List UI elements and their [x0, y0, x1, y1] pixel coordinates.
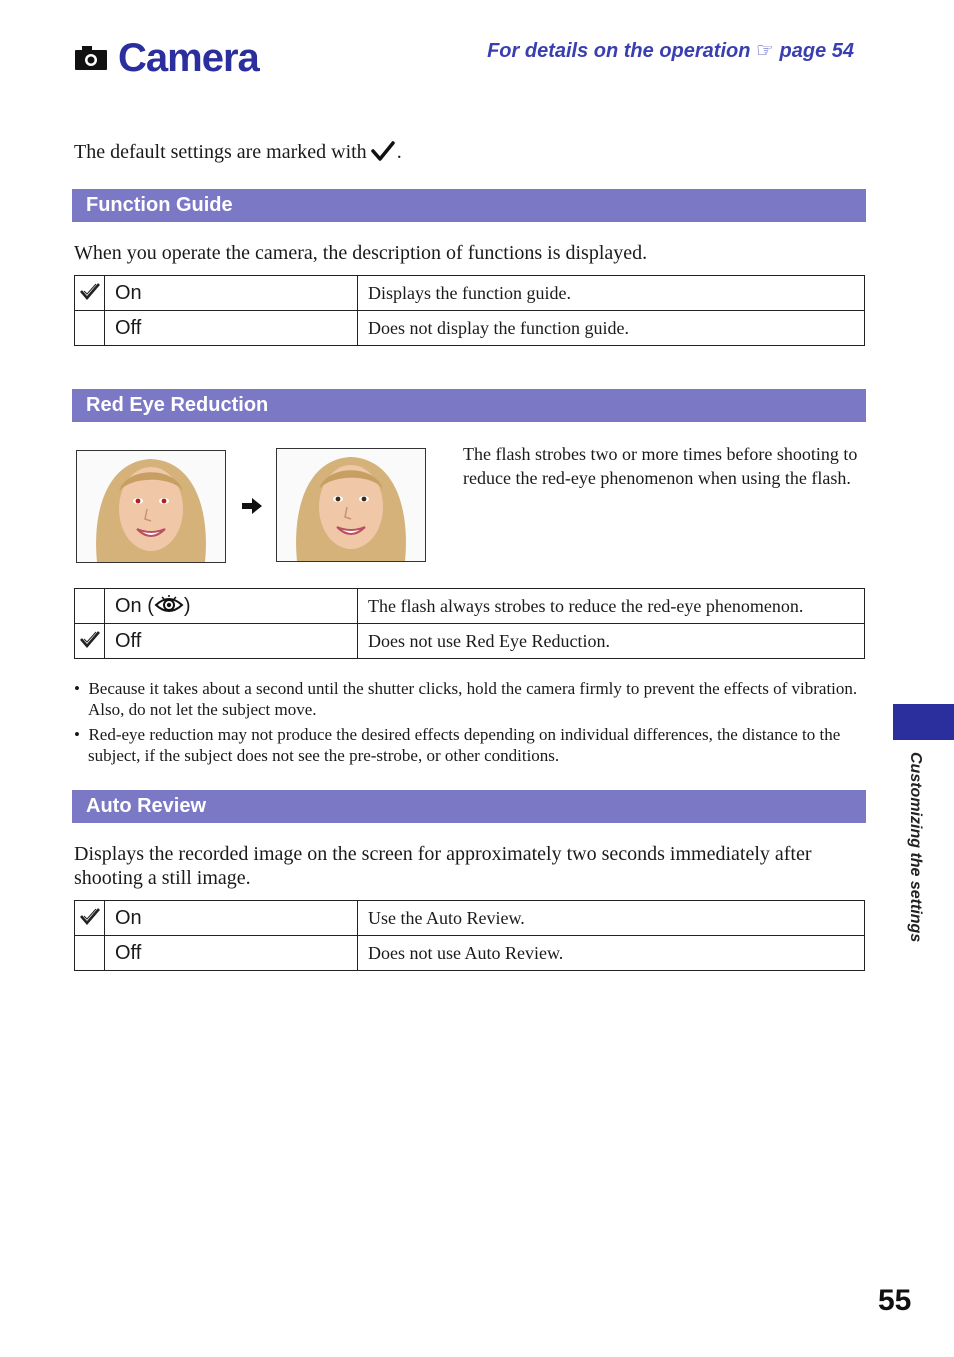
face-illustration — [277, 449, 425, 561]
auto-review-table — [74, 900, 865, 971]
chapter-tab — [893, 704, 954, 740]
option-name — [105, 589, 358, 624]
page-title — [74, 30, 259, 86]
default-check-cell — [75, 901, 105, 936]
option-description: The flash always strobes to reduce the red-eye phenomenon. — [358, 589, 865, 624]
red-eye-note-2 — [74, 724, 864, 766]
operation-reference-link[interactable] — [487, 38, 854, 63]
option-name-text: On ( — [115, 594, 154, 617]
option-name: Off — [105, 936, 358, 971]
default-settings-note — [74, 140, 402, 164]
bullet: • — [74, 725, 89, 744]
empty-check-cell — [75, 311, 105, 346]
function-guide-description: When you operate the camera, the description of functions is displayed. — [74, 242, 648, 264]
red-eye-note-1 — [74, 678, 864, 720]
option-description: Does not use Red Eye Reduction. — [358, 624, 865, 659]
table-row — [75, 276, 865, 311]
note-text: Red-eye reduction may not produce the desired effects depending on individual differences, the distance to the subject, if the subject does not see the pre-strobe, or other conditions. — [88, 725, 841, 765]
table-row — [75, 624, 865, 659]
pointing-hand-icon: ☞ — [756, 40, 774, 62]
details-text: For details on the operation — [487, 40, 751, 62]
title-text: Camera — [118, 35, 259, 80]
default-check-cell — [75, 276, 105, 311]
option-description: Use the Auto Review. — [358, 901, 865, 936]
arrow-right-icon — [241, 496, 263, 521]
section-heading-auto-review: Auto Review — [72, 790, 866, 823]
default-check-icon — [79, 906, 101, 926]
option-name: Off — [105, 311, 358, 346]
option-description: Does not use Auto Review. — [358, 936, 865, 971]
section-heading-red-eye-reduction: Red Eye Reduction — [72, 389, 866, 422]
section-heading-function-guide: Function Guide — [72, 189, 866, 222]
default-check-cell — [75, 624, 105, 659]
table-row — [75, 311, 865, 346]
bullet: • — [74, 679, 89, 698]
option-description: Displays the function guide. — [358, 276, 865, 311]
option-name: On — [105, 901, 358, 936]
default-note-end: . — [396, 141, 402, 163]
red-eye-description: The flash strobes two or more times before shooting to reduce the red-eye phenomenon when using the flash. — [463, 444, 858, 488]
auto-review-description: Displays the recorded image on the screen for approximately two seconds immediately after shooting a still image. — [74, 843, 812, 889]
default-note-text: The default settings are marked with — [74, 141, 367, 163]
camera-icon — [74, 45, 108, 71]
default-check-icon — [79, 281, 101, 301]
table-row — [75, 901, 865, 936]
option-name-end: ) — [183, 594, 191, 617]
table-row — [75, 936, 865, 971]
face-illustration — [77, 451, 225, 562]
red-eye-icon — [154, 595, 184, 615]
table-row — [75, 589, 865, 624]
empty-check-cell — [75, 936, 105, 971]
option-name: On — [105, 276, 358, 311]
default-check-icon — [79, 629, 101, 649]
note-text: Because it takes about a second until the shutter clicks, hold the camera firmly to prevent the effects of vibration. Also, do not let the subject move. — [88, 679, 858, 719]
red-eye-table — [74, 588, 865, 659]
page-number: 55 — [878, 1284, 912, 1317]
option-description: Does not display the function guide. — [358, 311, 865, 346]
empty-check-cell — [75, 589, 105, 624]
red-eye-after-photo — [276, 448, 426, 562]
details-page: page 54 — [779, 40, 854, 62]
checkmark-icon — [371, 140, 395, 162]
red-eye-before-photo — [76, 450, 226, 563]
chapter-label: Customizing the settings — [907, 752, 924, 943]
function-guide-table — [74, 275, 865, 346]
option-name: Off — [105, 624, 358, 659]
